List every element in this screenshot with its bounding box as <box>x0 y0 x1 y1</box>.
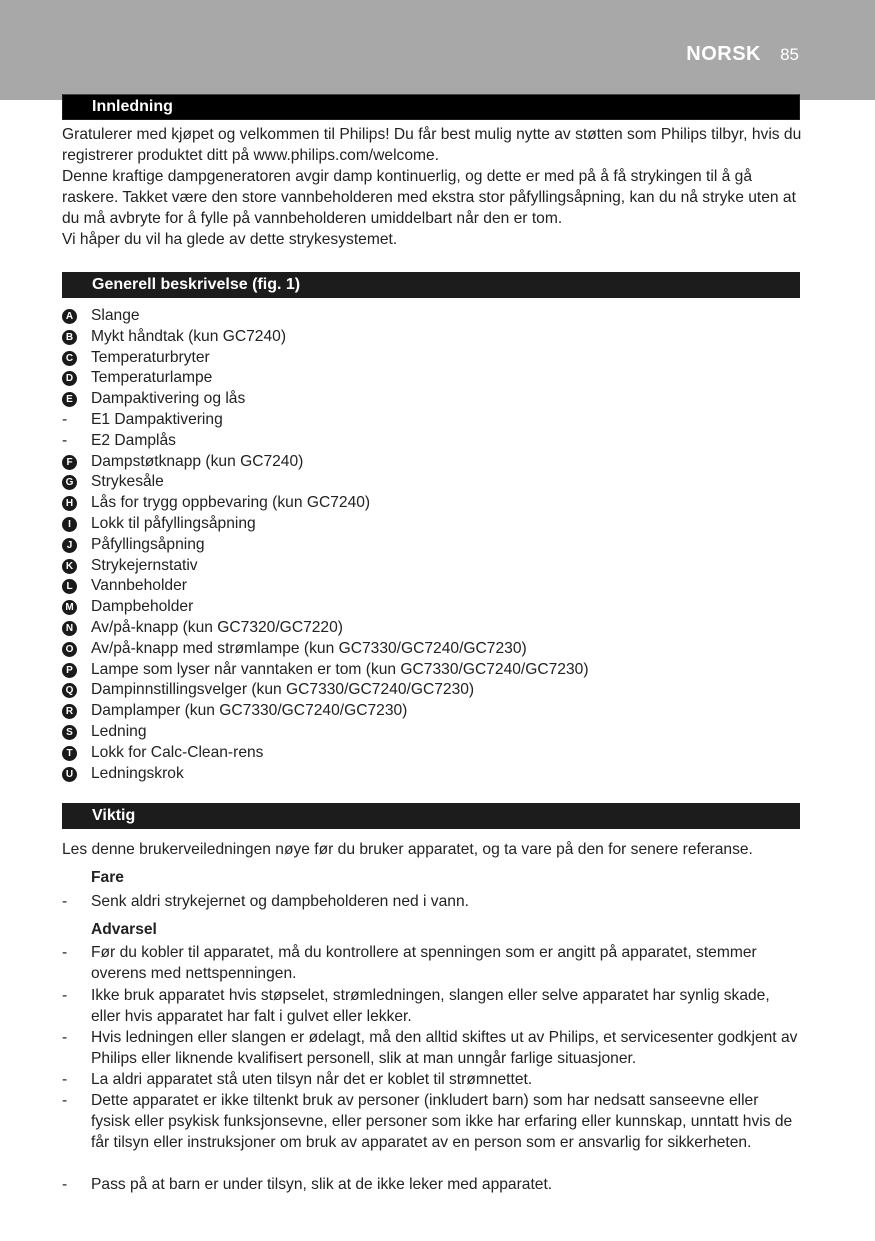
part-item <box>62 431 802 452</box>
part-item <box>62 680 802 701</box>
warning-item-text: Ikke bruk apparatet hvis støpselet, strømledningen, slangen eller selve apparatet har synlig skade, eller hvis apparatet har falt i gulvet eller lekker. <box>91 987 770 1026</box>
section-title-intro: Innledning <box>92 98 173 115</box>
header-language: NORSK <box>686 43 761 65</box>
intro-paragraph: Denne kraftige dampgeneratoren avgir damp kontinuerlig, og dette er med på å få strykingen til å gå raskere. Takket være den store vannbeholderen med ekstra stor påfyllingsåpning, kan du nå stryke uten at du må avbryte for å fylle på vannbeholderen umiddelbart når den er tom. <box>62 168 796 227</box>
part-label: Ledning <box>91 722 147 740</box>
part-item <box>62 368 802 389</box>
part-label: Av/på-knapp (kun GC7320/GC7220) <box>91 618 343 636</box>
part-item <box>62 618 802 639</box>
part-label: Av/på-knapp med strømlampe (kun GC7330/GC7240/GC7230) <box>91 639 527 657</box>
part-letter-badge: S <box>62 725 77 740</box>
part-item <box>62 764 802 785</box>
warning-item-text: La aldri apparatet stå uten tilsyn når det er koblet til strømnettet. <box>91 1071 533 1088</box>
intro-paragraph: Vi håper du vil ha glede av dette strykesystemet. <box>62 231 398 248</box>
part-letter-badge: F <box>62 455 77 470</box>
dash-marker: - <box>62 1029 68 1046</box>
section-bar-intro <box>62 94 800 120</box>
part-letter-badge: I <box>62 517 77 532</box>
page-number: 85 <box>780 45 799 64</box>
warning-heading: Advarsel <box>91 921 157 938</box>
part-item <box>62 452 802 473</box>
part-item <box>62 535 802 556</box>
part-item <box>62 389 802 410</box>
part-label: Vannbeholder <box>91 577 187 595</box>
part-item <box>62 472 802 493</box>
part-label: Dampinnstillingsvelger (kun GC7330/GC7240/GC7230) <box>91 681 475 699</box>
part-label: Damplamper (kun GC7330/GC7240/GC7230) <box>91 702 408 720</box>
part-item <box>62 639 802 660</box>
important-intro: Les denne brukerveiledningen nøye før du bruker apparatet, og ta vare på den for senere referanse. <box>62 841 753 858</box>
dash-marker: - <box>62 1071 68 1088</box>
dash-marker: - <box>62 893 68 910</box>
dash-marker: - <box>62 944 68 961</box>
part-letter-badge: P <box>62 663 77 678</box>
part-label: Temperaturlampe <box>91 369 213 387</box>
part-letter-badge: E <box>62 392 77 407</box>
part-item <box>62 493 802 514</box>
part-item <box>62 556 802 577</box>
danger-item-text: Senk aldri strykejernet og dampbeholderen ned i vann. <box>91 893 469 910</box>
part-item <box>62 743 802 764</box>
warning-item-text: Hvis ledningen eller slangen er ødelagt, må den alltid skiftes ut av Philips, et servicesenter godkjent av Philips eller liknende kvalifisert personell, slik at man unngår farlige situasjoner. <box>91 1029 798 1068</box>
part-letter-badge: T <box>62 746 77 761</box>
part-item <box>62 327 802 348</box>
part-label: Påfyllingsåpning <box>91 535 205 553</box>
part-label: Dampstøtknapp (kun GC7240) <box>91 452 304 470</box>
section-bar-important <box>62 803 800 829</box>
part-letter-badge: A <box>62 309 77 324</box>
part-label: Ledningskrok <box>91 764 184 782</box>
section-title-important: Viktig <box>92 807 136 824</box>
part-letter-badge: U <box>62 767 77 782</box>
part-item <box>62 306 802 327</box>
part-letter-badge: K <box>62 559 77 574</box>
warning-item-text: Dette apparatet er ikke tiltenkt bruk av personer (inkludert barn) som har nedsatt sanseevne eller fysisk eller psykisk funksjonsevne, eller personer som ikke har erfaring eller kunnskap, unntatt hvis de får tilsyn eller instruksjoner om bruk av apparatet av en person som er ansvarlig for sikkerheten. <box>91 1092 793 1152</box>
part-label: Lampe som lyser når vanntaken er tom (kun GC7330/GC7240/GC7230) <box>91 660 589 678</box>
part-letter-badge: J <box>62 538 77 553</box>
section-title-description: Generell beskrivelse (fig. 1) <box>92 276 301 293</box>
part-label: Strykejernstativ <box>91 556 198 574</box>
part-item <box>62 722 802 743</box>
part-item <box>62 576 802 597</box>
intro-text <box>62 124 802 250</box>
part-label: Lås for trygg oppbevaring (kun GC7240) <box>91 494 371 512</box>
part-item <box>62 701 802 722</box>
part-label: Slange <box>91 307 140 324</box>
warning-item-text: Før du kobler til apparatet, må du kontrollere at spenningen som er angitt på apparatet, stemmer overens med nettspenningen. <box>91 944 757 983</box>
danger-heading: Fare <box>91 869 124 886</box>
part-label: Mykt håndtak (kun GC7240) <box>91 327 287 345</box>
part-label: E2 Damplås <box>91 431 176 449</box>
part-item <box>62 410 802 431</box>
part-letter-badge: H <box>62 496 77 511</box>
part-item <box>62 514 802 535</box>
part-label: E1 Dampaktivering <box>91 410 223 428</box>
part-letter-badge: Q <box>62 683 77 698</box>
part-letter-badge: B <box>62 330 77 345</box>
dash-marker: - <box>62 1092 68 1109</box>
part-letter-badge: N <box>62 621 77 636</box>
part-item <box>62 348 802 369</box>
warning-item-text: Pass på at barn er under tilsyn, slik at de ikke leker med apparatet. <box>91 1176 553 1193</box>
section-bar-description <box>62 272 800 298</box>
dash-marker: - <box>62 410 68 428</box>
part-letter-badge: C <box>62 351 77 366</box>
intro-paragraph: Gratulerer med kjøpet og velkommen til Philips! Du får best mulig nytte av støtten som Philips tilbyr, hvis du registrerer produktet ditt på www.philips.com/welcome. <box>62 126 802 164</box>
part-item <box>62 597 802 618</box>
dash-marker: - <box>62 1176 68 1193</box>
dash-marker: - <box>62 987 68 1004</box>
part-letter-badge: R <box>62 704 77 719</box>
part-label: Strykesåle <box>91 473 164 491</box>
part-letter-badge: M <box>62 600 77 615</box>
part-label: Temperaturbryter <box>91 348 210 366</box>
part-letter-badge: G <box>62 475 77 490</box>
part-label: Dampbeholder <box>91 598 194 616</box>
part-label: Lokk til påfyllingsåpning <box>91 514 256 532</box>
part-letter-badge: D <box>62 371 77 386</box>
dash-marker: - <box>62 431 68 449</box>
part-label: Dampaktivering og lås <box>91 390 246 408</box>
part-letter-badge: L <box>62 579 77 594</box>
part-label: Lokk for Calc-Clean-rens <box>91 743 264 761</box>
part-item <box>62 660 802 681</box>
part-letter-badge: O <box>62 642 77 657</box>
parts-list <box>62 306 802 784</box>
